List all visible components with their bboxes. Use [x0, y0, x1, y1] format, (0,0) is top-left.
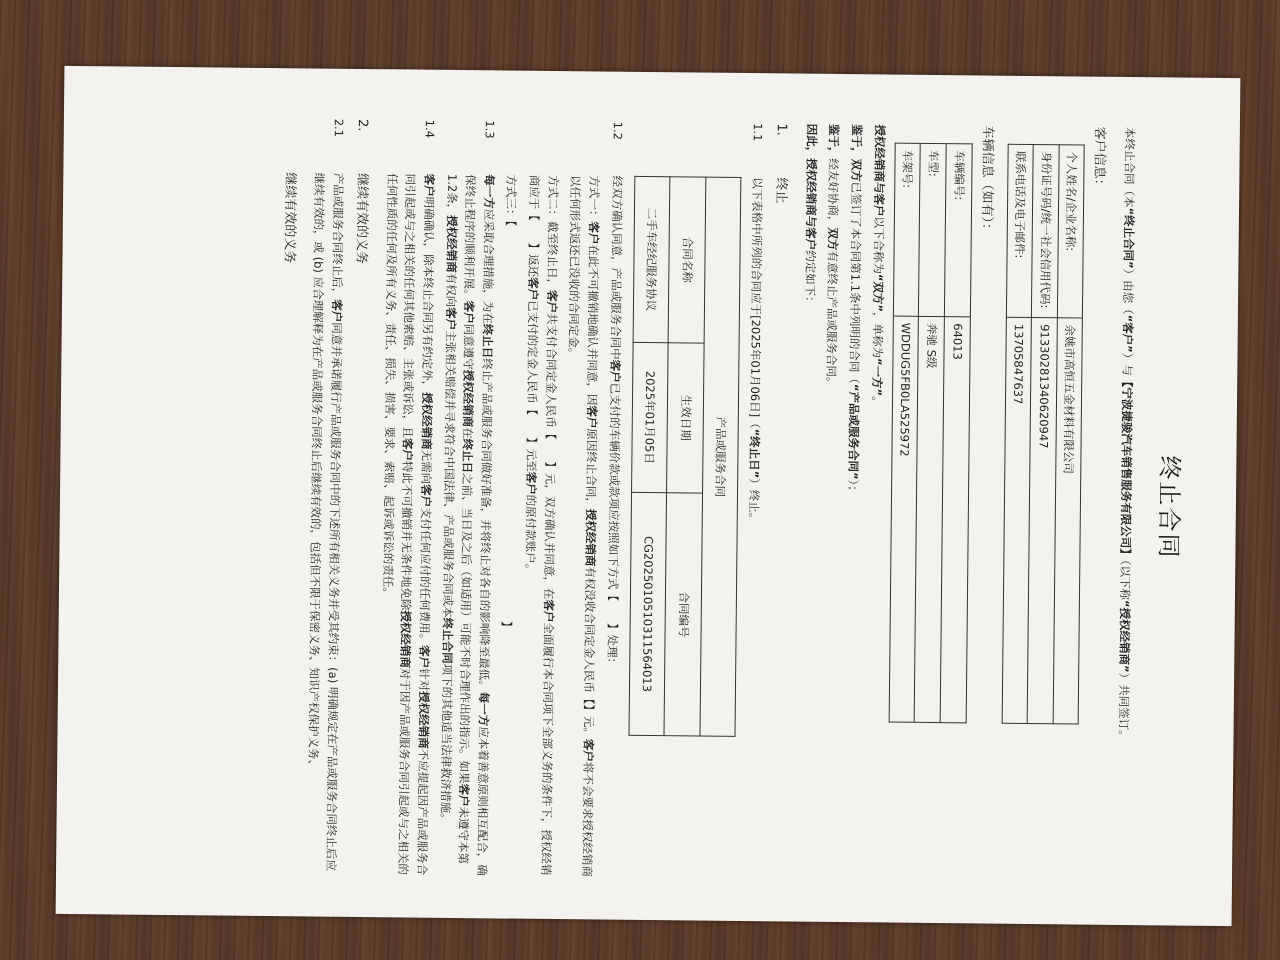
- whereas-parties: 授权经销商与客户以下合称为“双方”，单称为“一方”。: [869, 124, 887, 408]
- section-number: 2.: [354, 118, 371, 132]
- column-header-name: 合同名称: [668, 177, 705, 343]
- contract-date-cell: 2025年01月05日: [631, 342, 668, 493]
- therefore-clause: 因此，授权经销商与客户约定如下：: [802, 123, 819, 308]
- clause-1-2-method-2: 方式二：截至终止日，客户共支付合同定金人民币【 】元，双方确认并同意，在客户全面履行本合同项下全部义务的条件下，授权经销商应于【 】返还客户已支付的定金人民币【 】元至客户的原付款账户。: [523, 174, 561, 876]
- vehicle-info-heading: 车辆信息（如有）：: [978, 125, 995, 237]
- customer-contact-label: 联系电话及电子邮件:: [1006, 144, 1033, 317]
- section-title: 继续有效的义务: [353, 172, 370, 265]
- clause-1-2-method-3: 方式三：【 】: [500, 174, 519, 633]
- intro-paragraph: 本终止合同（本“终止合同”）由您（“客户”）与【宁波捷骏汽车销售服务有限公司】（以下称“授权经销商”）共同签订。: [1116, 126, 1138, 742]
- vehicle-number-value: 64013: [940, 317, 970, 723]
- customer-contact-value: 13705847637: [1002, 317, 1032, 723]
- table-row: [664, 177, 705, 736]
- section-2-title-repeat: 继续有效的义务: [281, 172, 298, 264]
- table-row: [700, 177, 741, 736]
- contract-table: [628, 176, 742, 737]
- vehicle-number-label: 车辆编号:: [944, 144, 971, 317]
- vehicle-vin-label: 车架号:: [893, 143, 920, 316]
- customer-info-heading: 客户信息：: [1091, 126, 1108, 192]
- clause-2-1: 2.1 产品或服务合同终止后，客户同意并承诺履行产品或服务合同中的下述所有相关义务并受其约束：(a) 明确规定在产品或服务合同终止后应继续有效的，或 (b) 应合理解释为在产品或服务合同终止后继续有效的，包括但不限于保密义务、知识产权保护义务、: [306, 118, 346, 871]
- contract-group-header: 产品或服务合同: [700, 177, 741, 736]
- vehicle-info-table: [888, 143, 972, 724]
- clause-1-4: 1.4 客户明确确认，除本终止合同另有约定外，授权经销商无需向客户支付任何应付的任何费用。客户针对授权经销商不应提起因产品或服务合同引起或与之相关的任何其他索赔、主张或诉讼，且客户特此不可撤销并无条件地免除授权经销商对于因产品或服务合同引起或与之相关的任何性质的任何及所有义务、责任、损失、损害、要求、索赔、起诉或诉讼的责任。: [380, 119, 437, 876]
- clause-1-3: 1.3 每一方应采取合理措施，为在终止日终止产品或服务合同做好准备，并将终止对各自的影响降至最低。每一方应本着善意原则相互配合，确保终止程序的顺利开展。客户同意遵守授权经销商在终止日之前、当日及之后（如适用）可能不时合理作出的指示。如果客户未遵守本第1.2条，授权经销商有权向客户主张相关赔偿并寻求符合中国法律、产品或服务合同或本终止合同项下的其他适当法律救济措施。: [438, 120, 497, 876]
- contract-name-cell: 二手车经纪服务协议: [633, 176, 670, 342]
- clause-1-2: 1.2 经双方确认同意，产品或服务合同中客户已支付的车辆价款或款项应按照如下方式【 】处理：: [604, 121, 625, 670]
- section-1-heading: [763, 123, 792, 883]
- table-row: [629, 176, 670, 735]
- clause-1-2-method-1: 方式一：客户在此不可撤销地确认并同意，因客户原因终止合同，授权经销商有权没收合同定金人民币【】元。客户将不会要求授权经销商以任何形式返还已没收的合同定金。: [566, 175, 602, 877]
- document-page: [112, 116, 1192, 887]
- contract-number-cell: CG2025010510311564013: [629, 492, 667, 735]
- clause-1-1: 1.1 以下表格中所列的合同应于[2025年01月06日]（“终止日”）终止。: [746, 123, 766, 525]
- section-2-heading: [344, 119, 373, 879]
- clause-number: 2.1: [331, 118, 346, 138]
- vehicle-vin-value: WDDUG5FB0LA525972: [889, 316, 919, 722]
- customer-id-label: 身份证号码/统一社会信用代码:: [1032, 145, 1059, 318]
- column-header-number: 合同编号: [664, 493, 702, 736]
- clause-number: 1.1: [750, 123, 766, 142]
- section-title: 终止: [773, 177, 789, 204]
- column-header-date: 生效日期: [667, 342, 704, 493]
- customer-name-label: 个人姓名/企业名称:: [1057, 145, 1084, 318]
- paper-sheet: [56, 66, 1241, 926]
- customer-info-table: [1001, 144, 1085, 725]
- section-number: 1.: [773, 123, 790, 136]
- clause-number: 1.4: [422, 119, 437, 139]
- customer-name-value: 余姚市高恒五金材料有限公司: [1053, 318, 1083, 724]
- whereas-signed: 鉴于，双方已签订了本合同第1.1条中列明的合同（“产品或服务合同”）；: [846, 124, 864, 497]
- customer-id-value: 91330281340620947: [1027, 318, 1057, 724]
- clause-number: 1.2: [610, 121, 625, 141]
- whereas-intent: 鉴于，经友好协商，双方有意终止产品或服务合同。: [824, 123, 842, 389]
- document-title: 终止合同: [1154, 455, 1184, 560]
- vehicle-model-value: 奔驰 S级: [914, 316, 944, 722]
- vehicle-model-label: 车型:: [919, 143, 946, 316]
- clause-number: 1.3: [482, 120, 497, 139]
